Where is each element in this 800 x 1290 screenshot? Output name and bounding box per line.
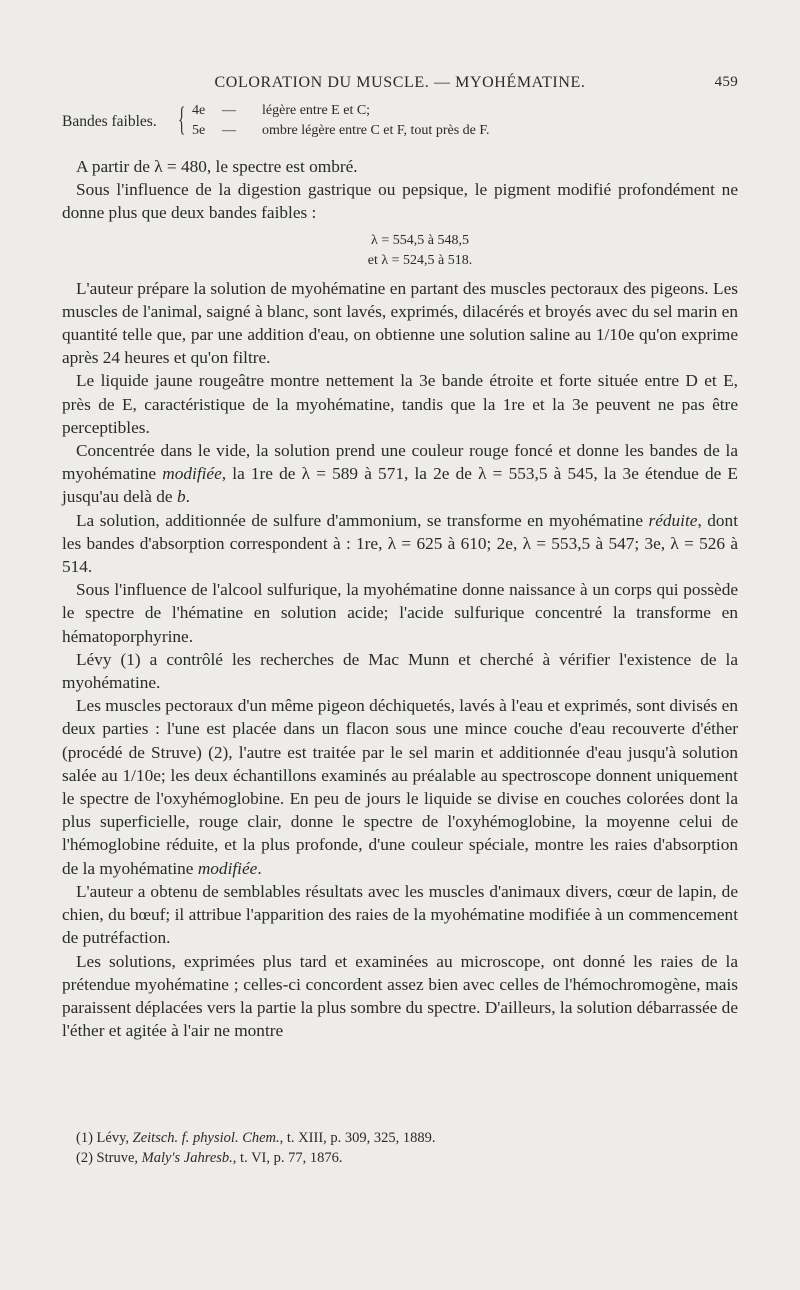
italic-text: Zeitsch. f. physiol. Chem. [132, 1130, 280, 1146]
paragraph: Sous l'influence de l'alcool sulfurique, la myohématine donne naissance à un corps qui possède le spectre de l'hématine en solution acide; l'acide sulfurique concentré la transforme en hématoporphyrine. [62, 580, 738, 646]
paragraph: Les solutions, exprimées plus tard et examinées au microscope, ont donné les raies de la prétendue myohématine ; celles-ci concordent assez bien avec celles de l'hémochromogène, mais paraissent déplacées vers la partie la plus sombre du spectre. D'ailleurs, la solution débarrassée de l'éther et agitée à l'air ne montre [62, 951, 738, 1041]
formula-block [62, 231, 738, 271]
italic-text: modifiée [197, 858, 258, 878]
text-run: (1) Lévy, [76, 1130, 133, 1146]
text-run: . [257, 858, 262, 878]
band-row [192, 103, 370, 119]
formula-line: et λ = 524,5 à 518. [367, 252, 473, 268]
formula-line: λ = 554,5 à 548,5 [371, 232, 469, 248]
paragraph: L'auteur prépare la solution de myohématine en partant des muscles pectoraux des pigeons. Les muscles de l'animal, saigné à blanc, sont lavés, exprimés, dilacérés et broyés avec du sel marin en quantité telle que, par une addition d'eau, on obtienne une solution saline au 1/10e qu'on exprime après 24 heures et qu'on filtre. [62, 278, 738, 368]
text-run: Les muscles pectoraux d'un même pigeon déchiquetés, lavés à l'eau et exprimés, sont divisés en deux parties : l'une est placée dans un flacon sous une mince couche d'eau recouverte d'éther (procédé de Struve) (2), l'autre est traitée par le sel marin et additionnée d'eau jusqu'à solution salée au 1/10e; les deux échantillons examinés au préalable au spectroscope donnent uniquement le spectre de l'oxyhémoglobine. En peu de jours le liquide se divise en couches colorées dont la plus superficielle, rouge clair, donne le spectre de l'oxyhémoglobine, la moyenne celui de l'hémoglobine réduite, et la plus profonde, d'une couleur spéciale, montre les raies d'absorption de la myohématine [62, 696, 738, 878]
running-head [62, 74, 738, 96]
italic-text: b [176, 487, 186, 507]
paragraph: Lévy (1) a contrôlé les recherches de Mac Munn et cherché à vérifier l'existence de la myohématine. [62, 649, 738, 693]
text-run: , t. XIII, p. 309, 325, 1889. [279, 1130, 436, 1146]
text-run: (2) Struve, [76, 1150, 142, 1166]
italic-text: réduite [648, 510, 698, 530]
paragraph [62, 439, 738, 509]
text-run: Concentrée dans le vide, la solution prend une couleur rouge foncé et donne les bandes de la myohématine [62, 441, 738, 484]
text-run: La solution, additionnée de sulfure d'ammonium, se transforme en myohématine [76, 510, 649, 530]
band-dash: — [222, 123, 236, 138]
paragraph [62, 509, 738, 579]
band-description: légère entre E et C; [262, 103, 371, 118]
band-description: ombre légère entre C et F, tout près de F. [262, 123, 490, 138]
italic-text: modifiée [162, 464, 222, 484]
text-run: , dont les bandes d'absorption correspondent à : 1re, λ = 625 à 610; 2e, λ = 553,5 à 547; 3e, λ = 526 à 514. [62, 510, 738, 577]
footnote [62, 1148, 738, 1168]
running-title: COLORATION DU MUSCLE. — MYOHÉMATINE. [214, 74, 586, 91]
paragraph: Sous l'influence de la digestion gastrique ou pepsique, le pigment modifié profondément ne donne plus que deux bandes faibles : [62, 180, 738, 223]
paragraph: A partir de λ = 480, le spectre est ombré. [76, 157, 358, 176]
band-dash: — [222, 103, 236, 118]
footnotes [62, 1128, 738, 1168]
text-run: , t. VI, p. 77, 1876. [232, 1150, 343, 1166]
bands-list [62, 103, 738, 143]
body-text [62, 155, 738, 1042]
text-run: , la 1re de λ = 589 à 571, la 2e de λ = 553,5 à 545, la 3e étendue de E jusqu'au delà de [62, 464, 738, 507]
italic-text: Maly's Jahresb. [141, 1150, 233, 1166]
brace-icon: { [178, 101, 186, 138]
bands-label: Bandes faibles. [62, 113, 157, 130]
paragraph [62, 694, 738, 880]
footnote [62, 1128, 738, 1148]
page-number: 459 [714, 74, 738, 90]
band-row [192, 123, 490, 139]
band-number: 5e [192, 123, 206, 138]
band-number: 4e [192, 103, 206, 118]
paragraph: Le liquide jaune rougeâtre montre nettement la 3e bande étroite et forte située entre D et E, près de E, caractéristique de la myohématine, tandis que la 1re et la 3e peuvent ne pas être perceptibles. [62, 371, 738, 437]
paragraph: L'auteur a obtenu de semblables résultats avec les muscles d'animaux divers, cœur de lapin, de chien, du bœuf; il attribue l'apparition des raies de la myohématine modifiée à un commencement de putréfaction. [62, 881, 738, 948]
text-run: . [185, 487, 190, 507]
